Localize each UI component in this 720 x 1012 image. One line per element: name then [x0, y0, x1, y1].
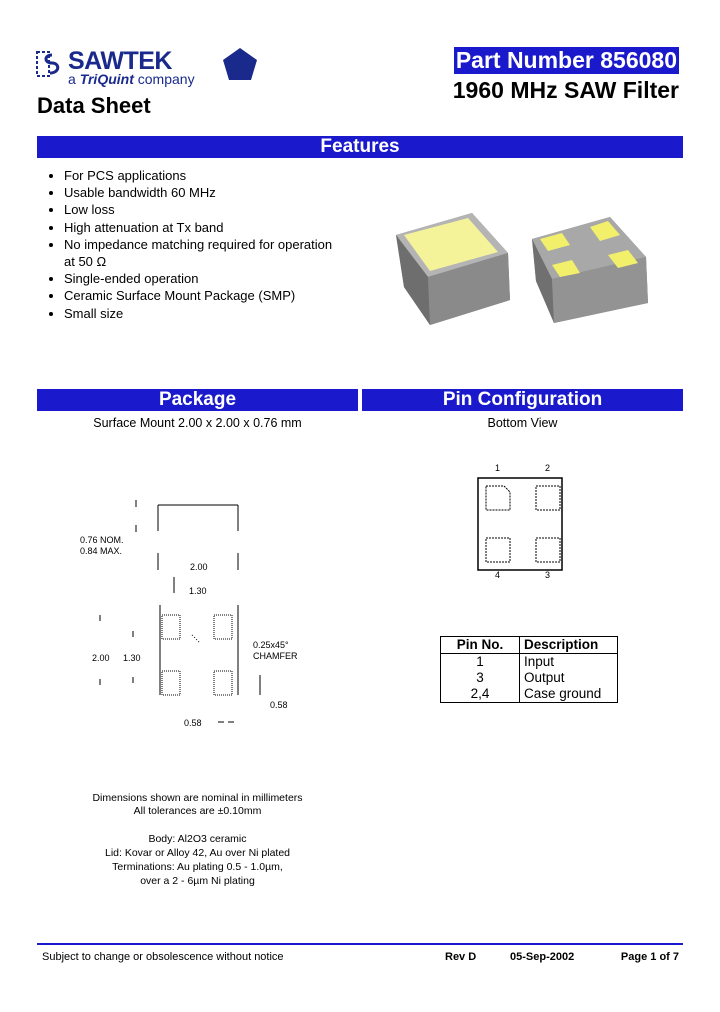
material-term: over a 2 - 6µm Ni plating [140, 875, 255, 887]
package-subtitle: Surface Mount 2.00 x 2.00 x 0.76 mm [93, 416, 302, 430]
company-name: SAWTEK [68, 47, 172, 75]
dim-height-200: 2.00 [92, 653, 110, 663]
list-item: • Low loss [64, 201, 374, 218]
dim-chamfer: 0.25x45° [253, 640, 289, 650]
table-cell: 2,4 [441, 686, 520, 703]
dim-nom: 0.76 NOM. [80, 535, 124, 545]
table-row [441, 670, 618, 686]
list-item: • High attenuation at Tx band [64, 219, 374, 236]
features-list [40, 167, 374, 322]
footer-date: 05-Sep-2002 [510, 951, 575, 963]
company-tagline: a TriQuint company [68, 71, 195, 87]
dim-height-130: 1.30 [123, 653, 141, 663]
column-header: Description [520, 637, 618, 654]
doc-title: Data Sheet [37, 93, 151, 118]
list-item: • No impedance matching required for operation at 50 Ω [64, 236, 344, 270]
dim-chamfer-label: CHAMFER [253, 651, 298, 661]
footer-divider [37, 943, 683, 945]
dim-width-200: 2.00 [190, 562, 208, 572]
table-cell: 3 [441, 670, 520, 686]
list-item: • Single-ended operation [64, 270, 374, 287]
table-cell: Input [520, 654, 618, 671]
list-item: • Ceramic Surface Mount Package (SMP) [64, 287, 374, 304]
material-term: Terminations: Au plating 0.5 - 1.0µm, [112, 861, 283, 873]
package-bottom-image [528, 215, 658, 327]
material-body: Body: Al2O3 ceramic [148, 833, 247, 845]
table-row [441, 654, 618, 671]
note-line: Dimensions shown are nominal in millimeters [92, 792, 303, 804]
product-title: 1960 MHz SAW Filter [452, 77, 679, 103]
list-item: • Usable bandwidth 60 MHz [64, 184, 374, 201]
dim-width-130: 1.30 [189, 586, 207, 596]
table-cell: Case ground [520, 686, 618, 703]
footer-revision: Rev D [445, 951, 477, 963]
material-notes [37, 832, 358, 888]
pin-label-2: 2 [545, 463, 551, 473]
package-heading: Package [37, 389, 358, 411]
pin-config-heading: Pin Configuration [362, 389, 683, 411]
pin-label-4: 4 [495, 570, 501, 580]
part-number: Part Number 856080 [455, 47, 677, 73]
table-cell: 1 [441, 654, 520, 671]
pin-table [440, 636, 618, 703]
bottom-view-label: Bottom View [487, 416, 558, 430]
dimension-notes [37, 792, 358, 818]
dim-max: 0.84 MAX. [80, 546, 123, 556]
note-line: All tolerances are ±0.10mm [133, 805, 262, 817]
table-row [441, 686, 618, 703]
package-dimension-drawing [78, 495, 318, 735]
material-lid: Lid: Kovar or Alloy 42, Au over Ni plated [104, 847, 291, 859]
features-heading: Features [37, 136, 683, 158]
table-header-row [441, 637, 618, 654]
list-item: • For PCS applications [64, 167, 374, 184]
sawtek-logo-icon [36, 49, 66, 79]
dim-pad-058-v: 0.58 [270, 700, 288, 710]
column-header: Pin No. [441, 637, 520, 654]
pentagon-logo-icon [221, 46, 259, 82]
list-item: • Small size [64, 305, 374, 322]
footer-notice: Subject to change or obsolescence without notice [42, 951, 284, 963]
pin-label-1: 1 [495, 463, 501, 473]
dim-pad-058-h: 0.58 [184, 718, 202, 728]
footer-page: Page 1 of 7 [620, 951, 679, 963]
bottom-view-drawing [470, 470, 580, 580]
pin-label-3: 3 [545, 570, 551, 580]
table-cell: Output [520, 670, 618, 686]
package-top-image [390, 205, 520, 330]
